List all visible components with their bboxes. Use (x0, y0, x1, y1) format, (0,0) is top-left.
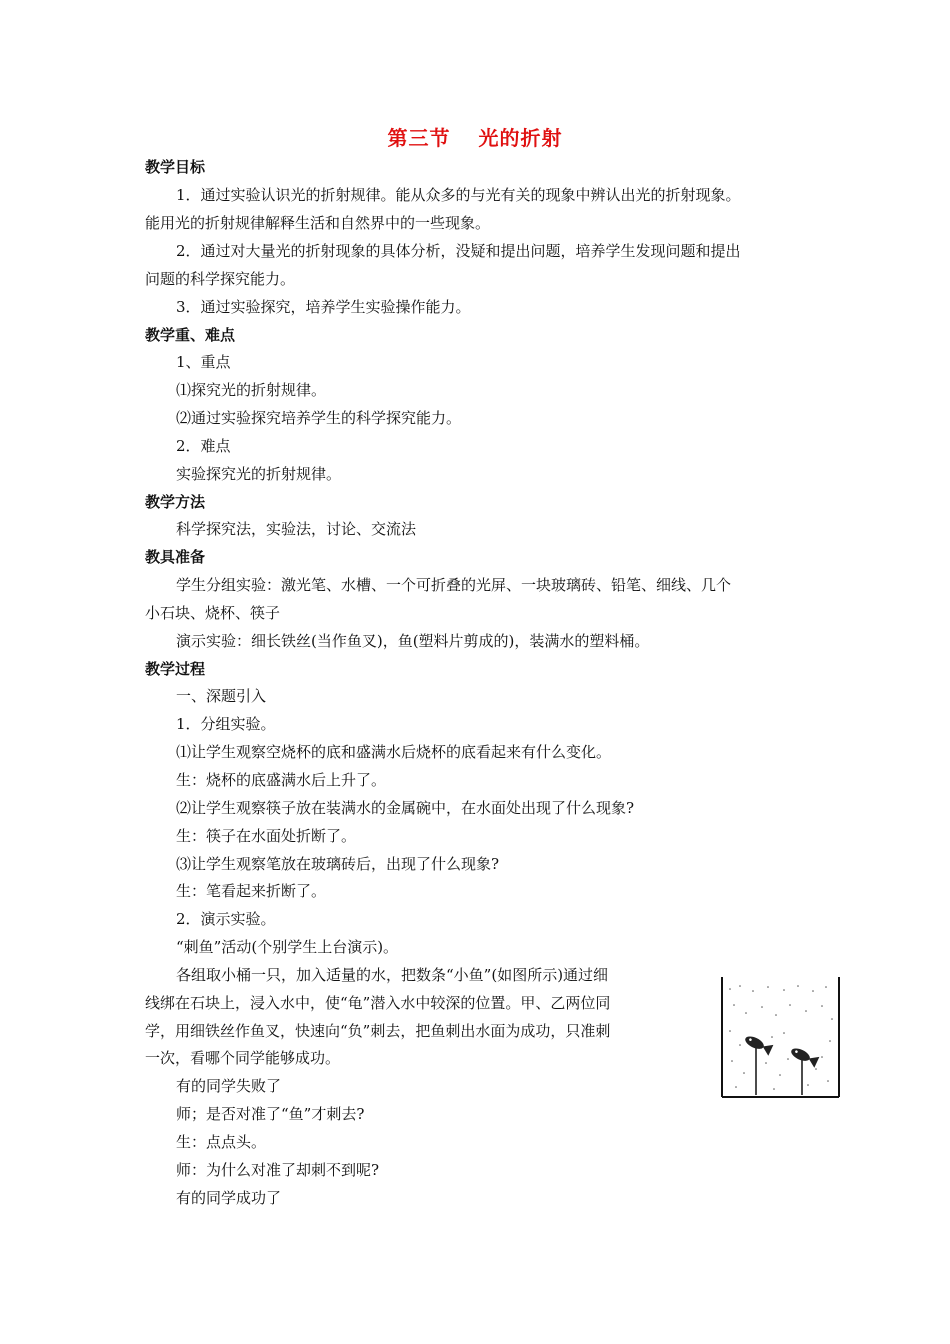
process-line-10: “刺鱼”活动(个别学生上台演示)。 (176, 938, 399, 956)
goal-1-line-2: 能用光的折射规律解释生活和自然界中的一些现象。 (145, 214, 491, 232)
process-line-15: 师：为什么对准了却刺不到呢? (176, 1161, 380, 1179)
key-line-5: 实验探究光的折射规律。 (176, 465, 342, 483)
key-line-3: ⑵通过实验探究培养学生的科学探究能力。 (176, 409, 462, 427)
process-line-6: 生：筷子在水面处折断了。 (176, 827, 357, 845)
method-line-1: 科学探究法，实验法，讨论、交流法 (176, 520, 417, 538)
process-line-9: 2．演示实验。 (176, 910, 276, 928)
tools-line-1: 学生分组实验：激光笔、水槽、一个可折叠的光屏、一块玻璃砖、铅笔、细线、几个 (176, 576, 732, 594)
goal-3: 3．通过实验探究，培养学生实验操作能力。 (176, 298, 471, 316)
process-line-3: ⑴让学生观察空烧杯的底和盛满水后烧杯的底看起来有什么变化。 (176, 743, 612, 761)
process-line-1: 一、深题引入 (176, 687, 267, 705)
process-line-5: ⑵让学生观察筷子放在装满水的金属碗中，在水面处出现了什么现象? (176, 799, 635, 817)
process-line-11a: 各组取小桶一只，加入适量的水，把数条“小鱼”(如图所示)通过细 (176, 966, 609, 984)
process-line-16: 有的同学成功了 (176, 1189, 282, 1207)
heading-tools: 教具准备 (145, 548, 206, 566)
process-line-2: 1．分组实验。 (176, 715, 276, 733)
page-title (0, 122, 950, 151)
fish-icon (743, 1033, 773, 1056)
process-line-4: 生：烧杯的底盛满水后上升了。 (176, 771, 387, 789)
process-line-11d: 一次，看哪个同学能够成功。 (145, 1049, 341, 1067)
key-line-4: 2．难点 (176, 437, 231, 455)
goal-1-line-1: 1．通过实验认识光的折射规律。能从众多的与光有关的现象中辨认出光的折射现象。 (176, 186, 741, 204)
heading-method: 教学方法 (145, 493, 206, 511)
fish-icon (789, 1045, 819, 1068)
key-line-2: ⑴探究光的折射规律。 (176, 381, 327, 399)
goal-2-line-2: 问题的科学探究能力。 (145, 270, 296, 288)
process-line-12: 有的同学失败了 (176, 1077, 282, 1095)
heading-key-points: 教学重、难点 (145, 326, 236, 344)
fish-bucket-illustration (718, 975, 843, 1100)
process-line-7: ⑶让学生观察笔放在玻璃砖后，出现了什么现象? (176, 855, 500, 873)
process-line-8: 生：笔看起来折断了。 (176, 882, 327, 900)
process-line-14: 生：点点头。 (176, 1133, 267, 1151)
process-line-13: 师；是否对准了“鱼”才刺去? (176, 1105, 365, 1123)
tools-line-3: 演示实验：细长铁丝(当作鱼叉)，鱼(塑料片剪成的)，装满水的塑料桶。 (176, 632, 650, 650)
tools-line-2: 小石块、烧杯、筷子 (145, 604, 281, 622)
fish-bucket-icon (718, 975, 843, 1100)
process-line-11b: 线绑在石块上，浸入水中，使“龟”潜入水中较深的位置。甲、乙两位同 (145, 994, 611, 1012)
heading-process: 教学过程 (145, 660, 206, 678)
process-line-11c: 学，用细铁丝作鱼叉，快速向“负”刺去，把鱼刺出水面为成功，只准刺 (145, 1022, 611, 1040)
heading-goals: 教学目标 (145, 158, 206, 176)
title-section-number: 第三节 (387, 126, 451, 150)
key-line-1: 1、重点 (176, 353, 231, 371)
title-text: 光的折射 (478, 126, 563, 150)
goal-2-line-1: 2．通过对大量光的折射现象的具体分析，没疑和提出问题，培养学生发现问题和提出 (176, 242, 741, 260)
